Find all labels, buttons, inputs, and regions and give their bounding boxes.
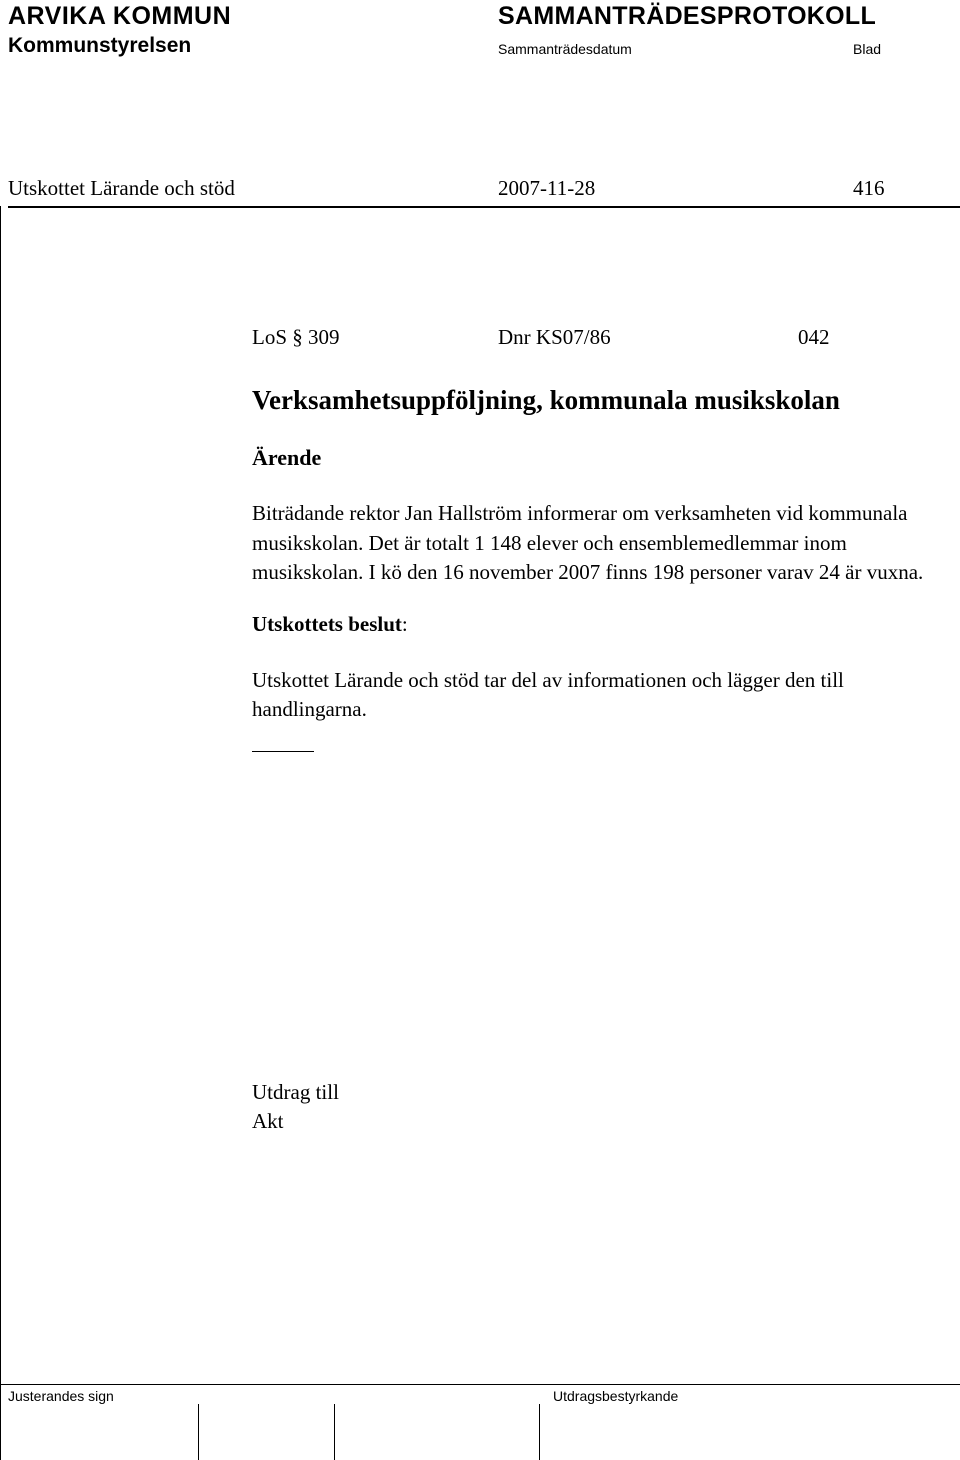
- decision-heading-colon: :: [401, 611, 408, 636]
- left-margin-rule: [0, 206, 1, 1460]
- paragraph-reference: LoS § 309: [252, 325, 340, 349]
- footer-divider: [0, 1384, 960, 1385]
- signature-label: Justerandes sign: [8, 1388, 114, 1404]
- minutes-item: [252, 323, 952, 752]
- signature-box-divider: [198, 1404, 199, 1460]
- page-label: Blad: [853, 41, 882, 57]
- document-type: SAMMANTRÄDESPROTOKOLL: [498, 2, 877, 30]
- item-reference-row: [252, 323, 952, 352]
- committee-name: Utskottet Lärande och stöd: [8, 176, 235, 200]
- diary-number: Dnr KS07/86: [498, 325, 611, 349]
- extract-to: [252, 1078, 339, 1136]
- decision-text: Utskottet Lärande och stöd tar del av informationen och lägger den till handlingarna.: [252, 667, 844, 721]
- classification-code: 042: [798, 325, 830, 349]
- decision-heading: Utskottets beslut: [252, 611, 402, 636]
- item-title: Verksamhetsuppföljning, kommunala musikskolan: [252, 385, 840, 415]
- extract-label: Utdrag till: [252, 1080, 339, 1104]
- case-heading: Ärende: [252, 445, 322, 470]
- signature-box-divider: [334, 1404, 335, 1460]
- header-divider: [8, 206, 960, 208]
- meeting-date: 2007-11-28: [498, 176, 596, 200]
- decision-heading-row: [252, 610, 952, 639]
- meeting-date-label: Sammanträdesdatum: [498, 41, 632, 57]
- end-rule: [252, 751, 314, 752]
- department-name: Kommunstyrelsen: [8, 34, 192, 57]
- extract-recipient: Akt: [252, 1109, 284, 1133]
- organization-name: ARVIKA KOMMUN: [8, 2, 232, 30]
- case-text: Biträdande rektor Jan Hallström informerar om verksamheten vid kommunala musikskolan. Det är totalt 1 148 elever och ensemblemedlemmar inom musikskolan. I kö den 16 november 2007 finns 198 personer varav 24 är vuxna.: [252, 501, 924, 584]
- signature-box-divider: [539, 1404, 540, 1460]
- page-number: 416: [853, 176, 885, 200]
- certification-label: Utdragsbestyrkande: [553, 1388, 679, 1404]
